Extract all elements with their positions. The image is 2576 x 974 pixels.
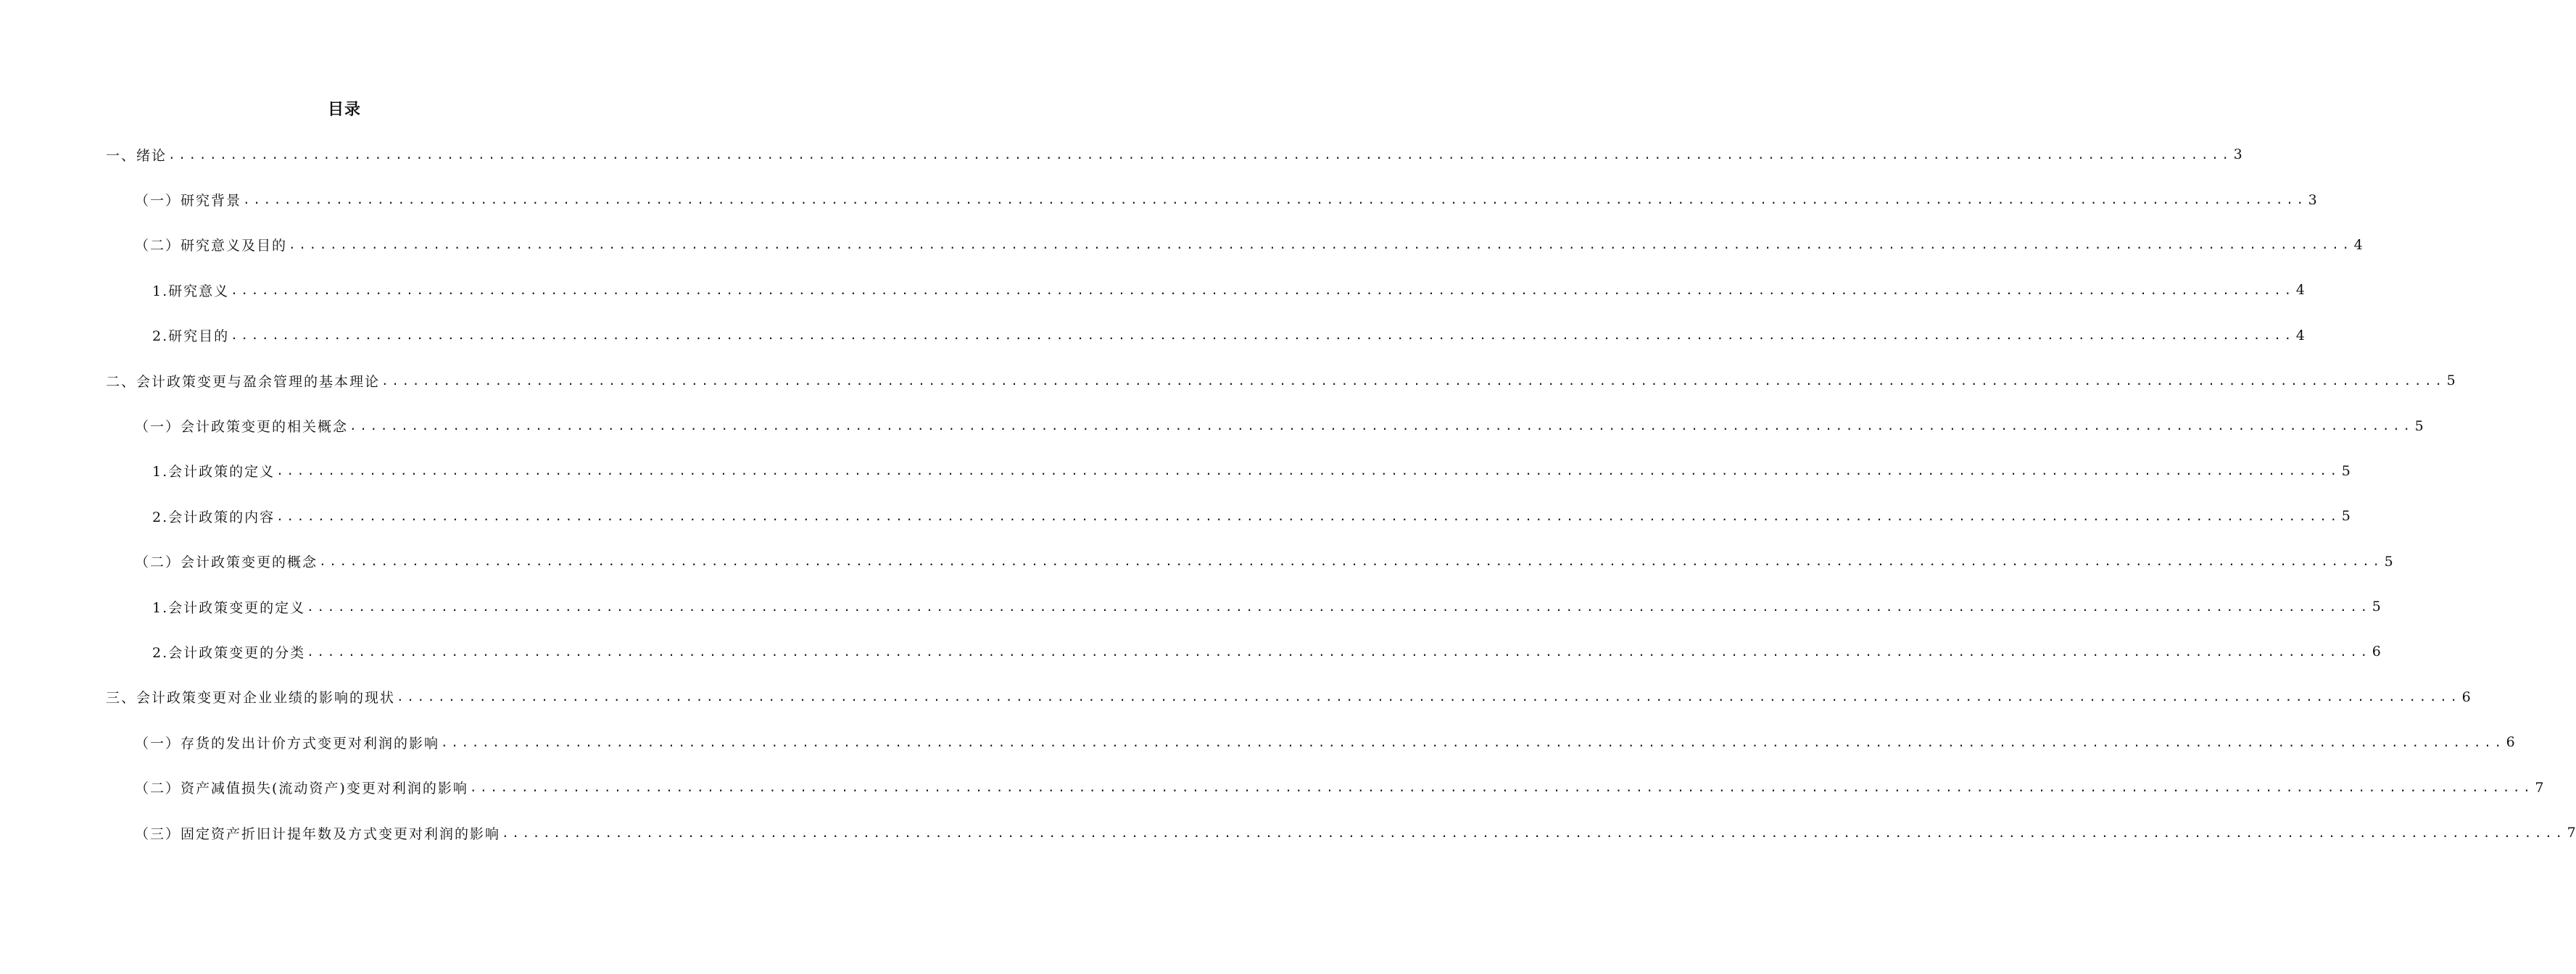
toc-entry-label: 2.会计政策变更的分类 xyxy=(152,644,306,661)
toc-entry-page: 4 xyxy=(2353,236,2363,253)
dot-leader: ........................................................................................................................................................................................................ xyxy=(502,825,2566,840)
toc-entry-page: 3 xyxy=(2233,146,2242,163)
toc-entry[interactable] xyxy=(0,132,2242,177)
toc-entry-label: 二、会计政策变更与盈余管理的基本理论 xyxy=(106,373,381,390)
toc-entry-label: 1.会计政策的定义 xyxy=(152,464,276,480)
toc-entry-page: 5 xyxy=(2384,553,2393,570)
toc-entry-label: （二）研究意义及目的 xyxy=(135,238,288,254)
toc-entry[interactable] xyxy=(0,765,2544,809)
toc-entry-page: 7 xyxy=(2535,779,2544,796)
dot-leader: ........................................................................................................................................................................................................ xyxy=(397,690,2461,704)
toc-entry-label: 1.研究意义 xyxy=(152,283,230,299)
toc-entry-label: （二）资产减值损失(流动资产)变更对利润的影响 xyxy=(135,781,468,797)
toc-entry-label: （二）会计政策变更的概念 xyxy=(135,554,318,571)
toc-entry-label: （一）研究背景 xyxy=(135,193,242,209)
dot-leader: ........................................................................................................................................................................................................ xyxy=(307,644,2371,659)
toc-entry[interactable] xyxy=(0,539,2393,584)
toc-entry-page: 6 xyxy=(2461,688,2471,705)
toc-entry-label: （一）存货的发出计价方式变更对利润的影响 xyxy=(135,735,440,752)
dot-leader: ........................................................................................................................................................................................................ xyxy=(289,238,2353,252)
toc-entry[interactable] xyxy=(0,494,2351,538)
dot-leader: ........................................................................................................................................................................................................ xyxy=(168,147,2232,162)
toc-entry[interactable] xyxy=(0,267,2305,312)
toc-entry-page: 6 xyxy=(2372,644,2381,660)
dot-leader: ........................................................................................................................................................................................................ xyxy=(231,328,2295,343)
toc-entry[interactable] xyxy=(0,675,2471,720)
dot-leader: ........................................................................................................................................................................................................ xyxy=(469,781,2534,795)
toc-entry[interactable] xyxy=(0,313,2305,358)
toc-entry-page: 7 xyxy=(2567,825,2576,841)
dot-leader: ........................................................................................................................................................................................................ xyxy=(381,373,2445,388)
table-of-contents xyxy=(0,132,2576,855)
dot-leader: ........................................................................................................................................................................................................ xyxy=(349,419,2414,433)
toc-entry[interactable] xyxy=(0,177,2317,222)
toc-entry-page: 5 xyxy=(2414,417,2424,434)
toc-entry[interactable] xyxy=(0,584,2381,629)
toc-entry[interactable] xyxy=(0,629,2381,674)
toc-entry[interactable] xyxy=(0,222,2363,267)
dot-leader: ........................................................................................................................................................................................................ xyxy=(276,464,2340,478)
dot-leader: ........................................................................................................................................................................................................ xyxy=(231,283,2295,297)
toc-entry-label: 1.会计政策变更的定义 xyxy=(152,599,306,616)
toc-entry-label: 三、会计政策变更对企业业绩的影响的现状 xyxy=(106,690,396,707)
toc-entry[interactable] xyxy=(0,720,2515,765)
toc-entry-label: （三）固定资产折旧计提年数及方式变更对利润的影响 xyxy=(135,825,501,842)
toc-entry-label: 2.会计政策的内容 xyxy=(152,509,276,525)
toc-entry-page: 5 xyxy=(2446,372,2456,389)
toc-entry-page: 4 xyxy=(2295,282,2305,299)
toc-entry-label: 2.研究目的 xyxy=(152,328,230,345)
toc-entry-page: 5 xyxy=(2341,508,2351,525)
toc-entry-page: 4 xyxy=(2295,327,2305,344)
toc-entry[interactable] xyxy=(0,403,2424,448)
toc-entry-label: 一、绪论 xyxy=(106,147,167,164)
dot-leader: ........................................................................................................................................................................................................ xyxy=(307,599,2371,614)
toc-entry[interactable] xyxy=(0,358,2456,403)
toc-entry-page: 5 xyxy=(2372,599,2381,615)
dot-leader: ........................................................................................................................................................................................................ xyxy=(319,554,2383,569)
toc-entry-label: （一）会计政策变更的相关概念 xyxy=(135,419,349,436)
toc-entry-page: 3 xyxy=(2308,191,2317,208)
toc-entry-page: 6 xyxy=(2506,734,2515,751)
toc-entry[interactable] xyxy=(0,449,2351,494)
toc-title: 目录 xyxy=(327,101,361,119)
toc-entry-page: 5 xyxy=(2341,462,2351,479)
dot-leader: ........................................................................................................................................................................................................ xyxy=(243,193,2307,207)
dot-leader: ........................................................................................................................................................................................................ xyxy=(276,509,2340,523)
dot-leader: ........................................................................................................................................................................................................ xyxy=(441,735,2505,749)
toc-entry[interactable] xyxy=(0,810,2576,855)
